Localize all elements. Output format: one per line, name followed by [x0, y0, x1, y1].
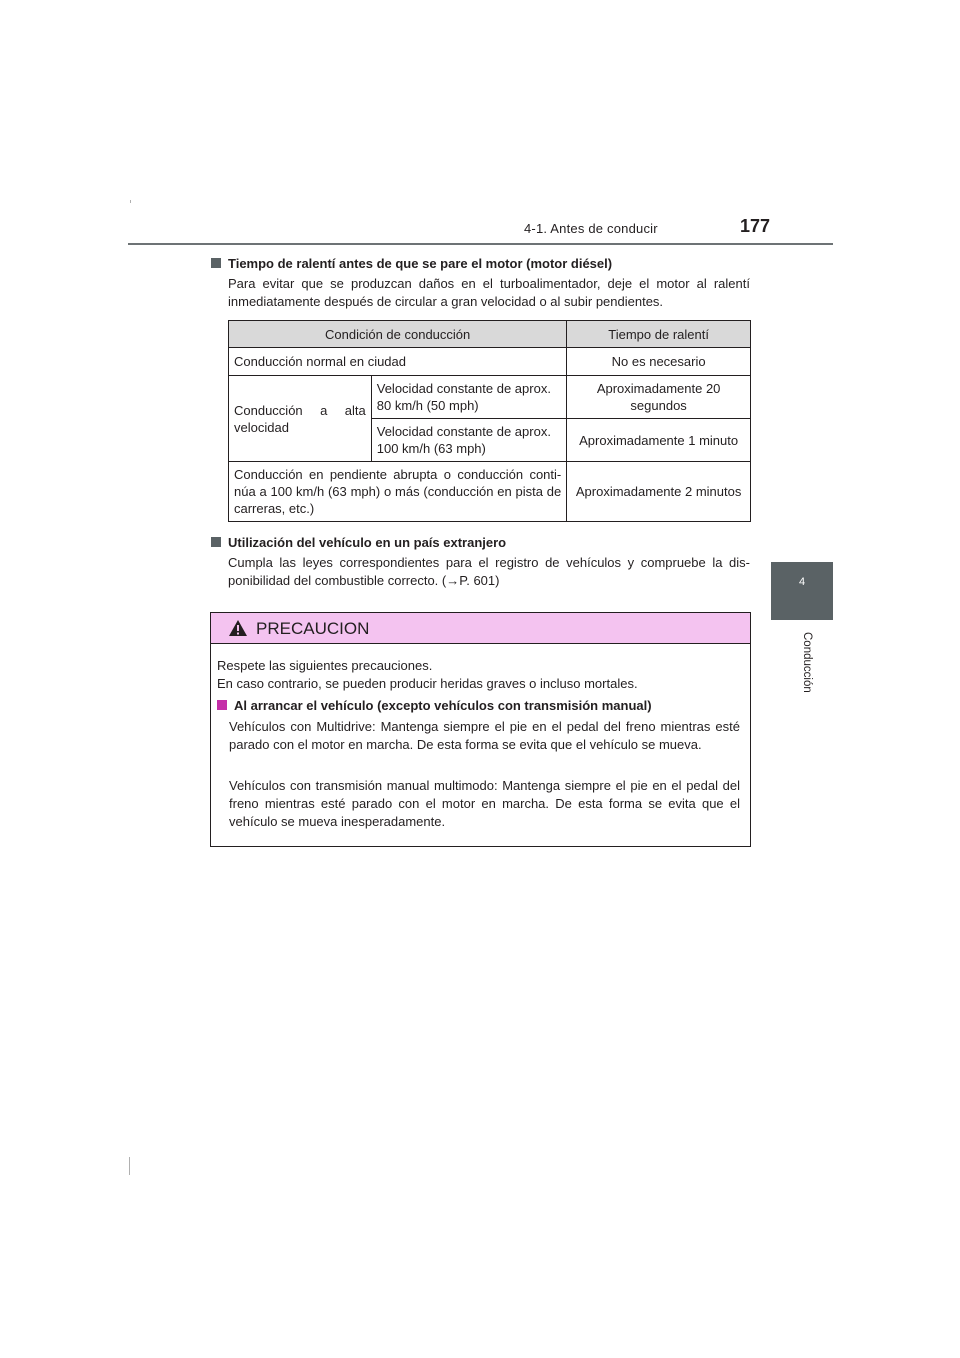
cell-time: Aproximadamente 1 minuto	[567, 419, 751, 462]
running-header-section: 4-1. Antes de conducir	[524, 221, 658, 236]
square-bullet-icon	[211, 258, 221, 268]
header-idle-time: Tiempo de ralentí	[567, 321, 751, 348]
cell-time: No es necesario	[567, 348, 751, 376]
section-heading-foreign-country	[211, 535, 751, 550]
section-body-idle-time: Para evitar que se produzcan daños en el turboalimentador, deje el motor al ralentí inmediatamente después de circular a gran velocidad o al subir pendientes.	[228, 276, 750, 309]
caution-paragraph-2: Vehículos con transmisión manual multimodo: Mantenga siempre el pie en el pedal del freno mientras esté parado con el motor en marcha. De esta forma se evita que el vehículo se mueva inesperadamente.	[229, 778, 740, 829]
square-bullet-icon	[211, 537, 221, 547]
header-rule	[128, 243, 833, 245]
section-body-foreign-country: Cumpla las leyes correspondientes para el registro de vehículos y compruebe la dis-ponibilidad del combustible correcto. (→P. 601)	[228, 555, 750, 588]
section-heading-text: Tiempo de ralentí antes de que se pare el motor (motor diésel)	[228, 256, 613, 271]
cell-condition: Conducción en pendiente abrupta o conducción conti-núa a 100 km/h (63 mph) o más (conducción en pista de carreras, etc.)	[229, 462, 567, 522]
cell-time: Aproximadamente 20 segundos	[567, 376, 751, 419]
caution-intro-2: En caso contrario, se pueden producir heridas graves o incluso mortales.	[217, 676, 638, 691]
table-row	[229, 462, 751, 522]
caution-box	[210, 612, 751, 847]
idle-time-table	[228, 320, 751, 522]
section-heading-idle-time	[211, 256, 751, 271]
caution-heading-text: Al arrancar el vehículo (excepto vehículos con transmisión manual)	[234, 698, 652, 713]
chapter-tab	[771, 562, 833, 620]
cell-speed: Velocidad constante de aprox. 100 km/h (63 mph)	[371, 419, 567, 462]
page-number: 177	[740, 216, 771, 236]
table-row	[229, 376, 751, 419]
cell-time: Aproximadamente 2 minutos	[567, 462, 751, 522]
chapter-label: Conducción	[801, 632, 813, 693]
caution-header	[211, 613, 750, 644]
cell-condition-high-speed: Conducción a alta velocidad	[229, 376, 372, 462]
caution-paragraph-1: Vehículos con Multidrive: Mantenga siempre el pie en el pedal del freno mientras esté parado con el motor en marcha. De esta forma se evita que el vehículo se mueva.	[229, 719, 740, 752]
caution-heading	[217, 697, 744, 715]
square-bullet-icon	[217, 700, 227, 710]
table-row	[229, 348, 751, 376]
crop-mark	[129, 1157, 130, 1175]
header-condition: Condición de conducción	[229, 321, 567, 348]
caution-intro-1: Respete las siguientes precauciones.	[217, 658, 433, 673]
section-heading-text: Utilización del vehículo en un país extranjero	[228, 535, 507, 550]
cell-condition: Conducción normal en ciudad	[229, 348, 567, 376]
crop-mark	[130, 200, 131, 203]
chapter-number: 4	[798, 576, 806, 588]
warning-triangle-icon	[228, 619, 248, 637]
caution-title: PRECAUCION	[256, 619, 370, 638]
table-header-row	[229, 321, 751, 348]
cell-speed: Velocidad constante de aprox. 80 km/h (50 mph)	[371, 376, 567, 419]
